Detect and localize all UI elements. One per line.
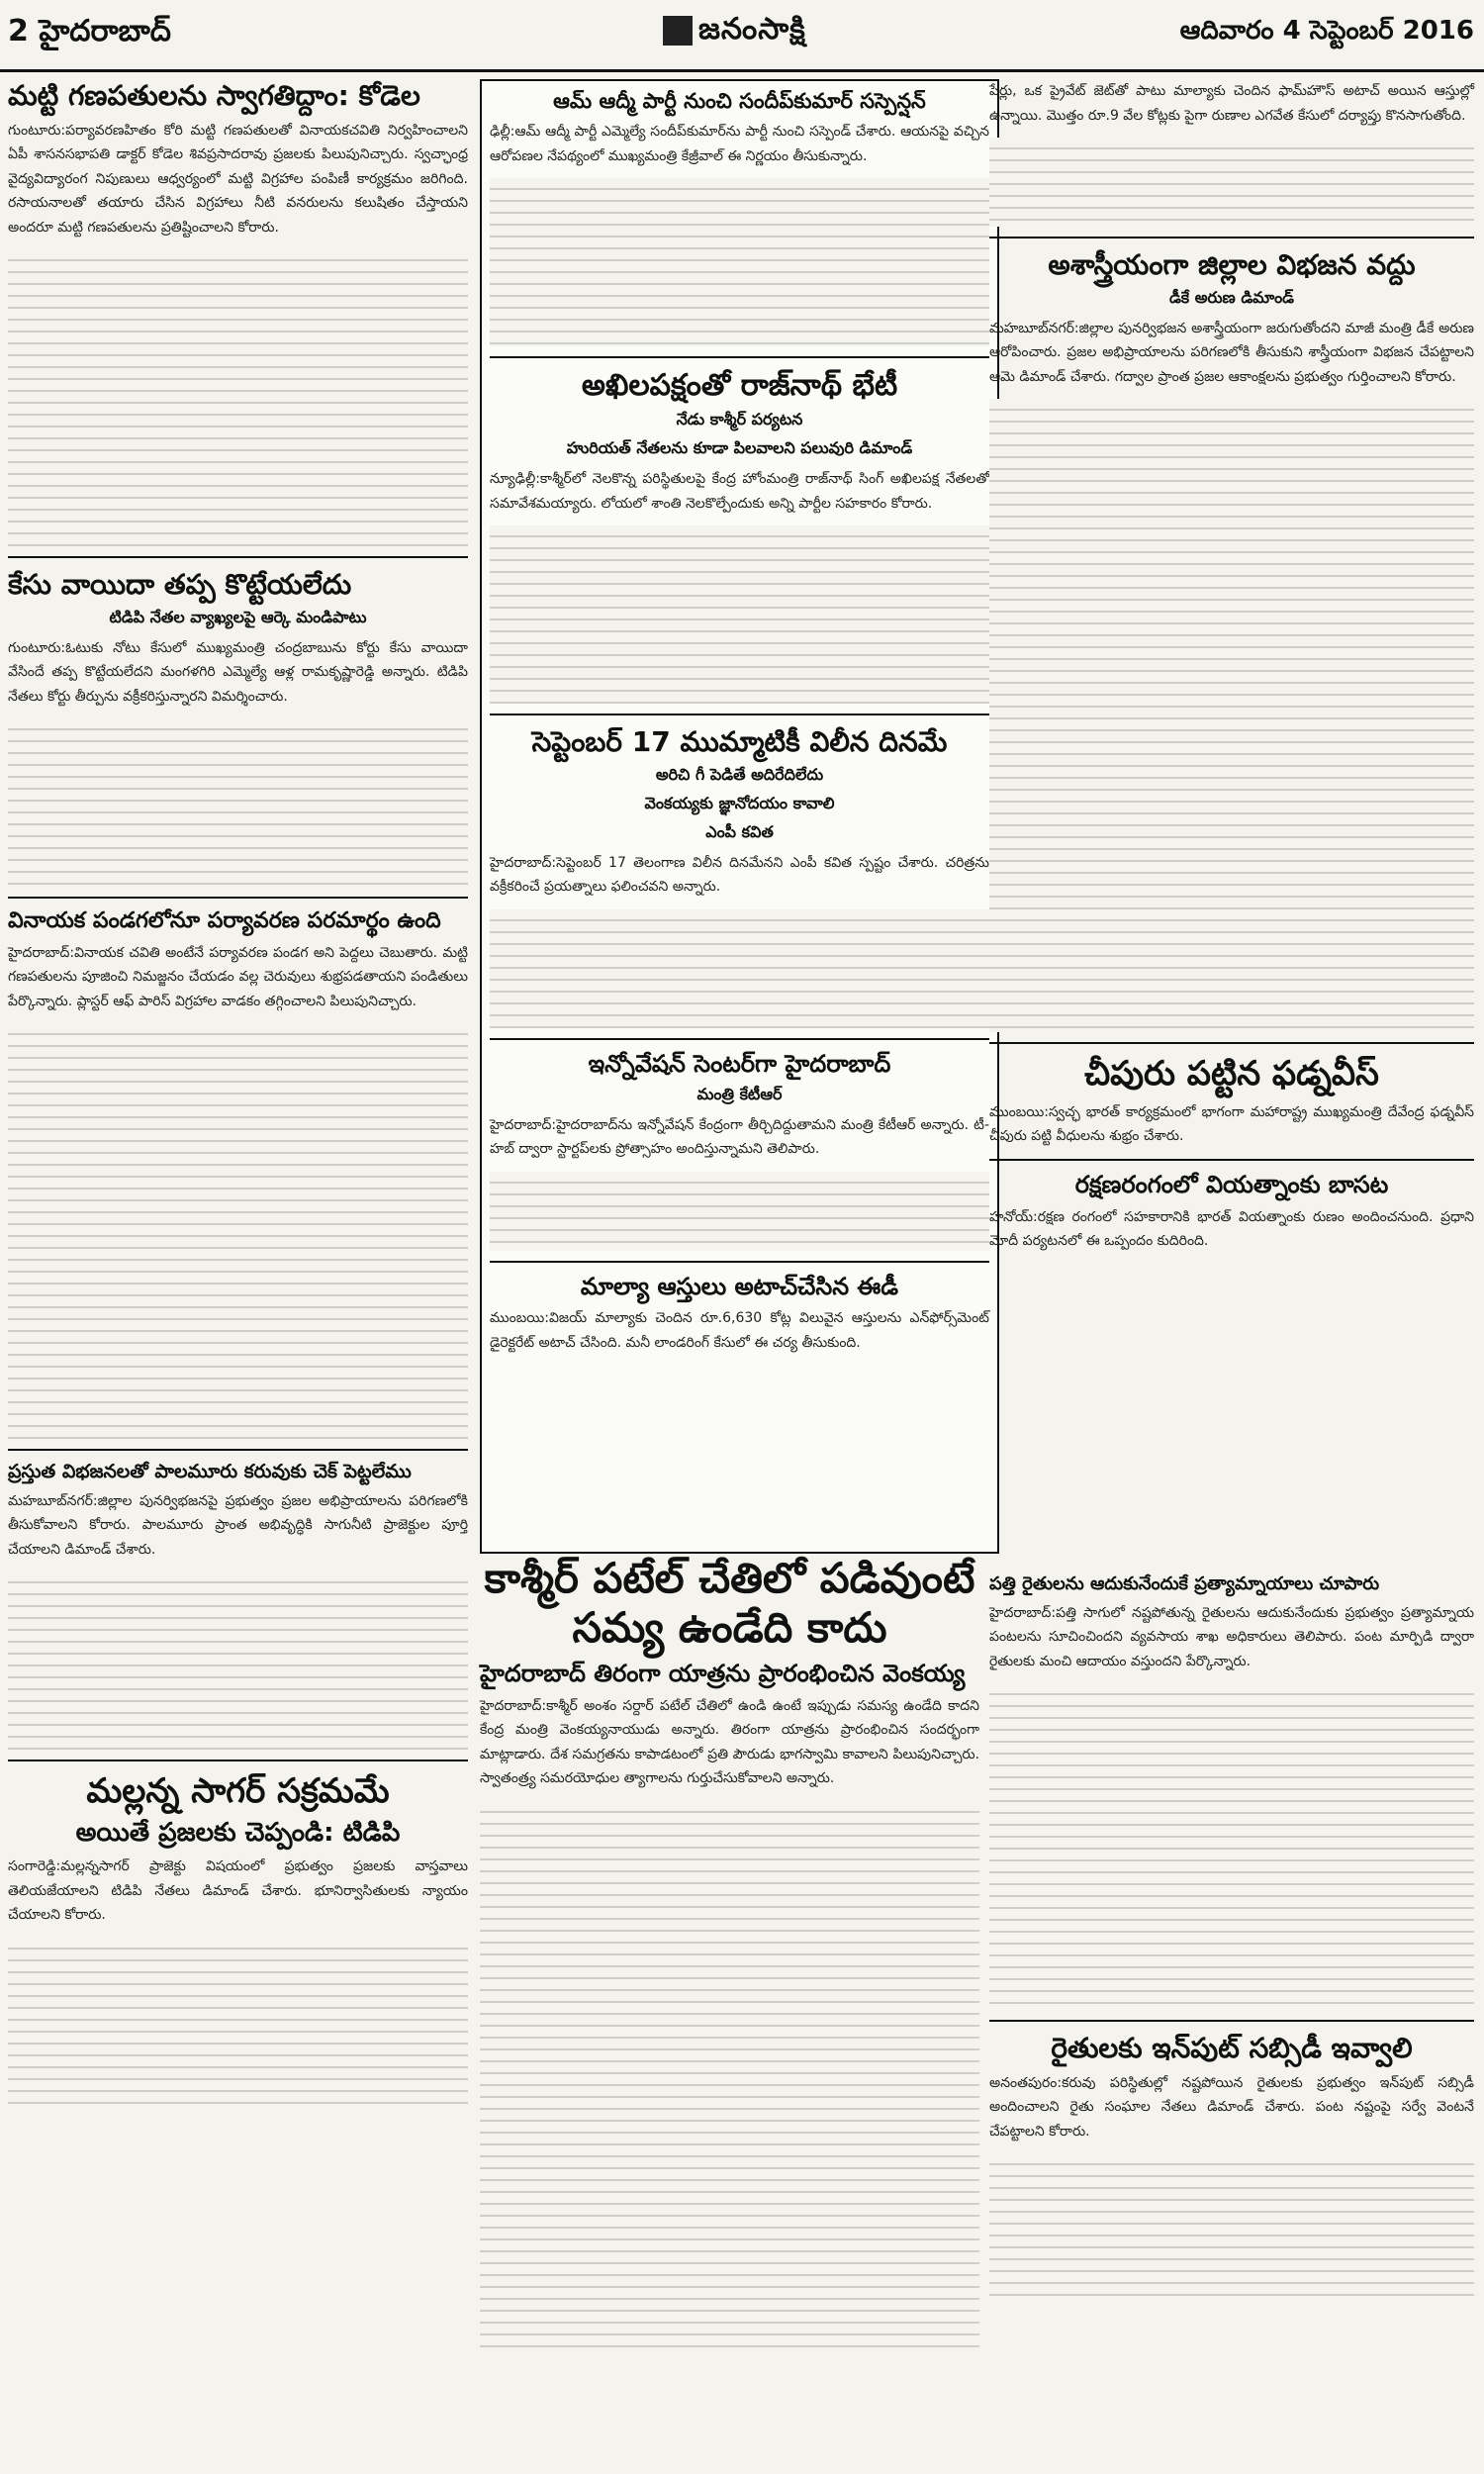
article-text-block — [490, 909, 989, 1028]
feature-headline: కాశ్మీర్ పటేల్ చేతిలో పడివుంటే సమ్య ఉండేది కాదు — [484, 1554, 975, 1653]
article-text-block — [8, 249, 468, 546]
headline: అఖిలపక్షంతో రాజ్‌నాథ్ భేటీ — [581, 368, 898, 404]
subheadline-2: హురియత్ నేతలను కూడా పిలవాలని పలువురి డిమాండ్ — [566, 438, 913, 458]
article-text-block — [8, 1938, 468, 2106]
article-text-block — [490, 178, 989, 346]
right-column — [989, 79, 1474, 1264]
article-text-block — [989, 2153, 1474, 2302]
headline: ప్రస్తుత విభజనలతో పాలమూరు కరువుకు చెక్ పెట్టలేము — [8, 1461, 412, 1483]
story-input-subsidy — [989, 2032, 1474, 2302]
article-body: హైదరాబాద్:కాశ్మీర్ అంశం సర్దార్ పటేల్ చేతిలో ఉండి ఉంటే ఇప్పుడు సమస్య ఉండేది కాదని కేంద్ర మంత్రి వెంకయ్యనాయుడు అన్నారు. తిరంగా యాత్రను ప్రారంభించిన సందర్భంగా మాట్లాడారు. దేశ సమగ్రతను కాపాడటంలో ప్రతి పౌరుడు భాగస్వామి కావాలని పిలుపునిచ్చారు. స్వాతంత్ర్య సమరయోధుల త్యాగాలను గుర్తుచేసుకోవాలని అన్నారు. — [480, 1697, 979, 1787]
article-body: హైదరాబాద్:సెప్టెంబర్ 17 తెలంగాణ విలీన దినమేనని ఎంపీ కవిత స్పష్టం చేశారు. చరిత్రను వక్రీకరించే ప్రయత్నాలు ఫలించవని అన్నారు. — [490, 854, 989, 896]
subheadline-2: వెంకయ్యకు జ్ఞానోదయం కావాలి — [644, 793, 835, 812]
headline: వినాయక పండగలోనూ పర్యావరణ పరమార్థం ఉంది — [8, 908, 441, 934]
headline: మల్లన్న సాగర్ సక్రమమే — [86, 1771, 390, 1812]
story-mallanna-sagar — [8, 1771, 468, 2105]
story-vinayaka — [8, 908, 468, 1439]
issue-date: ఆదివారం 4 సెప్టెంబర్ 2016 — [1179, 16, 1474, 46]
article-body: మహబూబ్‌నగర్:జిల్లాల పునర్విభజనపై ప్రభుత్వం ప్రజల అభిప్రాయాలను పరిగణలోకి తీసుకోవాలని కోరారు. పాలమూరు ప్రాంత అభివృద్ధికి సాగునీటి ప్రాజెక్టుల పూర్తి చేయాలని డిమాండ్ చేశారు. — [8, 1492, 468, 1558]
center-boxed-column — [480, 79, 999, 1554]
newspaper-logo — [663, 12, 806, 53]
article-text-block — [490, 525, 989, 704]
story-mallya-continued — [989, 79, 1474, 227]
logo-text: జనంసాక్షి — [698, 12, 806, 47]
article-body: గుంటూరు:పర్యావరణహితం కోరి మట్టి గణపతులతో వినాయకచవితి నిర్వహించాలని ఏపీ శాసనసభాపతి డాక్టర్ కోడెల శివప్రసాదరావు ప్రజలకు పిలుపునిచ్చారు. స్వచ్ఛాంధ్ర వైద్యవిద్యారంగ నిపుణులు ఆధ్వర్యంలో మట్టి విగ్రహాల పంపిణీ కార్యక్రమం జరిగింది. రసాయనాలతో తయారు చేసిన విగ్రహాలు నీటి వనరులను కలుషితం చేస్తాయని అందరూ మట్టి గణపతులను ప్రతిష్టించాలని కోరారు. — [8, 122, 468, 236]
story-kodela — [8, 79, 468, 546]
farmers-stories — [989, 1573, 1474, 2310]
story-sept17 — [490, 725, 989, 1028]
article-body: ముంబయి:విజయ్ మాల్యాకు చెందిన రూ.6,630 కోట్ల విలువైన ఆస్తులను ఎన్‌ఫోర్స్‌మెంట్ డైరెక్టరేట్ అటాచ్ చేసింది. మనీ లాండరింగ్ కేసులో ఈ చర్య తీసుకుంది. — [490, 1310, 989, 1351]
headline: మాల్యా ఆస్తులు అటాచ్‌చేసిన ఈడీ — [580, 1272, 899, 1300]
headline: చీపురు పట్టిన ఫడ్నవీస్ — [1084, 1054, 1379, 1094]
subheadline: అరిచి గీ పెడితే అదిరేదిలేదు — [655, 764, 824, 784]
headline: మట్టి గణపతులను స్వాగతిద్దాం: కోడెల — [8, 79, 420, 112]
story-mallya — [490, 1273, 989, 1356]
story-innovation — [490, 1050, 989, 1251]
article-text-block — [989, 1683, 1474, 2010]
subheadline: డీకే అరుణ డిమాండ్ — [1168, 287, 1295, 307]
article-body: అనంతపురం:కరువు పరిస్థితుల్లో నష్టపోయిన రైతులకు ప్రభుత్వం ఇన్‌పుట్ సబ్సిడీ అందించాలని రైతు సంఘాల నేతలు డిమాండ్ చేశారు. పంట నష్టంపై సర్వే వెంటనే చేపట్టాలని కోరారు. — [989, 2074, 1474, 2140]
story-aap — [490, 89, 989, 346]
article-body: గుంటూరు:ఓటుకు నోటు కేసులో ముఖ్యమంత్రి చంద్రబాబును కోర్టు కేసు వాయిదా వేసిందే తప్ప కొట్టేయలేదని మంగళగిరి ఎమ్మెల్యే ఆళ్ల రామకృష్ణారెడ్డి అన్నారు. టిడిపి నేతలు కోర్టు తీర్పును వక్రీకరిస్తున్నారని విమర్శించారు. — [8, 639, 468, 705]
story-cotton-farmers — [989, 1573, 1474, 2010]
article-body: ఢిల్లీ:ఆమ్ ఆద్మీ పార్టీ ఎమ్మెల్యే సందీప్‌కుమార్‌ను పార్టీ నుంచి సస్పెండ్ చేశారు. ఆయనపై వచ్చిన ఆరోపణల నేపథ్యంలో ముఖ్యమంత్రి కేజ్రీవాల్ ఈ నిర్ణయం తీసుకున్నారు. — [490, 124, 989, 164]
article-body: మహబూబ్‌నగర్:జిల్లాల పునర్విభజన అశాస్త్రీయంగా జరుగుతోందని మాజీ మంత్రి డీకే అరుణ ఆరోపించారు. ప్రజల అభిప్రాయాలను పరిగణలోకి తీసుకుని శాస్త్రీయంగా విభజన చేపట్టాలని ఆమె డిమాండ్ చేశారు. గద్వాల ప్రాంత ప్రజల ఆకాంక్షలను ప్రభుత్వం గుర్తించాలని కోరారు. — [989, 320, 1474, 385]
headline: రైతులకు ఇన్‌పుట్ సబ్సిడీ ఇవ్వాలి — [1051, 2032, 1413, 2065]
left-column — [8, 79, 468, 2114]
article-body: ముంబయి:స్వచ్ఛ భారత్ కార్యక్రమంలో భాగంగా మహారాష్ట్ర ముఖ్యమంత్రి దేవేంద్ర ఫడ్నవీస్ చీపురు పట్టి వీధులను శుభ్రం చేశారు. — [989, 1103, 1474, 1145]
article-body: హైదరాబాద్:వినాయక చవితి అంటేనే పర్యావరణ పండగ అని పెద్దలు చెబుతారు. మట్టి గణపతులను పూజించి నిమజ్జనం చేయడం వల్ల చెరువులు శుభ్రపడతాయని పండితులు పేర్కొన్నారు. ప్లాస్టర్ ఆఫ్ పారిస్ విగ్రహాల వాడకం తగ్గించాలని పిలుపునిచ్చారు. — [8, 944, 468, 1009]
article-text-block — [8, 1571, 468, 1750]
feature-subheadline: హైదరాబాద్ తిరంగా యాత్రను ప్రారంభించిన వెంకయ్య — [480, 1659, 966, 1687]
subheadline-3: ఎంపీ కవిత — [705, 821, 774, 841]
story-palamuru — [8, 1461, 468, 1750]
masthead — [0, 0, 1484, 72]
headline: ఇన్నోవేషన్ సెంటర్‌గా హైదరాబాద్ — [588, 1049, 891, 1078]
subheadline: అయితే ప్రజలకు చెప్పండి: టిడిపి — [75, 1818, 401, 1849]
article-body: పేర్లు, ఒక ప్రైవేట్ జెట్‌తో పాటు మాల్యాకు చెందిన ఫామ్‌హౌస్ అటాచ్ అయిన ఆస్తుల్లో ఉన్నాయి. మొత్తం రూ.9 వేల కోట్లకు పైగా రుణాల ఎగవేత కేసులో దర్యాప్తు కొనసాగుతోంది. — [989, 83, 1474, 124]
article-text-block — [989, 399, 1474, 1032]
subheadline: టిడిపి నేతల వ్యాఖ్యలపై ఆర్కె మండిపాటు — [109, 607, 367, 626]
headline: ఆమ్ ఆద్మీ పార్టీ నుంచి సందీప్‌కుమార్ సస్పెన్షన్ — [553, 89, 926, 113]
article-text-block — [490, 1172, 989, 1251]
headline: సెప్టెంబర్ 17 ముమ్మాటికీ విలీన దినమే — [531, 725, 948, 759]
logo-icon — [663, 16, 693, 46]
article-text-block — [989, 138, 1474, 227]
headline: పత్తి రైతులను ఆదుకునేందుకే ప్రత్యామ్నాయాలు చూపారు — [989, 1573, 1380, 1594]
feature-story — [480, 1554, 979, 2355]
story-vietnam — [989, 1171, 1474, 1254]
subheadline: నేడు కాశ్మీర్ పర్యటన — [676, 410, 803, 429]
subheadline: మంత్రి కేటీఆర్ — [696, 1084, 783, 1103]
article-body: సంగారెడ్డి:మల్లన్నసాగర్ ప్రాజెక్టు విషయంలో ప్రభుత్వం ప్రజలకు వాస్తవాలు తెలియజేయాలని టిడిపి నేతలు డిమాండ్ చేశారు. భూనిర్వాసితులకు న్యాయం చేయాలని కోరారు. — [8, 1858, 468, 1924]
headline: రక్షణరంగంలో వియత్నాంకు బాసట — [1074, 1170, 1389, 1198]
article-body: హైదరాబాద్:హైదరాబాద్‌ను ఇన్నోవేషన్ కేంద్రంగా తీర్చిదిద్దుతామని మంత్రి కేటీఆర్ అన్నారు. టీ-హబ్ ద్వారా స్టార్టప్‌లకు ప్రోత్సాహం అందిస్తున్నామని తెలిపారు. — [490, 1116, 989, 1158]
article-text-block — [8, 718, 468, 887]
headline: కేసు వాయిదా తప్ప కొట్టేయలేదు — [8, 568, 352, 602]
story-rajnath — [490, 368, 989, 704]
article-body: హనోయ్:రక్షణ రంగంలో సహకారానికి భారత్ వియత్నాంకు రుణం అందించనుంది. ప్రధాని మోదీ పర్యటనలో ఈ ఒప్పందం కుదిరింది. — [989, 1208, 1474, 1250]
article-body: హైదరాబాద్:పత్తి సాగులో నష్టపోతున్న రైతులను ఆదుకునేందుకు ప్రభుత్వం ప్రత్యామ్నాయ పంటలను సూచించిందని వ్యవసాయ శాఖ అధికారులు తెలిపారు. పంట మార్పిడి ద్వారా రైతులకు మంచి ఆదాయం వస్తుందని పేర్కొన్నారు. — [989, 1604, 1474, 1669]
article-body: న్యూఢిల్లీ:కాశ్మీర్‌లో నెలకొన్న పరిస్థితులపై కేంద్ర హోంమంత్రి రాజ్‌నాథ్ సింగ్ అఖిలపక్ష నేతలతో సమావేశమయ్యారు. లోయలో శాంతి నెలకొల్పేందుకు అన్ని పార్టీల సహకారం కోరారు. — [490, 471, 989, 512]
page-number: 2 హైదరాబాద్ — [8, 14, 171, 48]
article-text-block — [480, 1801, 979, 2355]
story-case-adjourned — [8, 568, 468, 887]
story-dk-aruna — [989, 248, 1474, 1032]
story-fadnavis — [989, 1054, 1474, 1149]
article-text-block — [8, 1023, 468, 1439]
headline: అశాస్త్రీయంగా జిల్లాల విభజన వద్దు — [1048, 248, 1416, 281]
